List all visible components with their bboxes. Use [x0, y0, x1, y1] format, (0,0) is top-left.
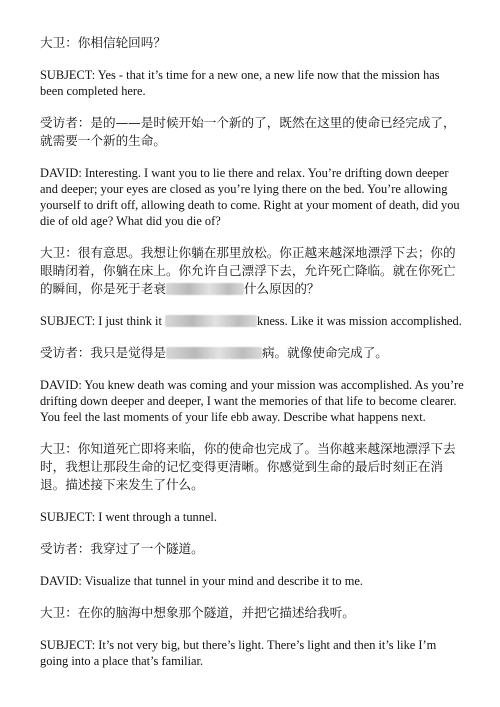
paragraph-david-en-4: DAVID: Visualize that tunnel in your mind and describe it to me. [40, 574, 363, 588]
redaction-blur [165, 315, 257, 327]
paragraph-subject-zh-1: 受访者：是的——是时候开始一个新的了，既然在这里的使命已经完成了，就需要一个新的生命。 [40, 115, 456, 148]
paragraph-david-en-2: DAVID: Interesting. I want you to lie there and relax. You’re drifting down deeper and deeper; your eyes are closed as you’re lying there on the bed. You’re allowing yourself to drift off, allowing death to come. Right at your moment of death, did you die of old age? What did you die of? [40, 166, 460, 228]
paragraph-david-zh-3: 大卫：你知道死亡即将来临，你的使命也完成了。当你越来越深地漂浮下去时，我想让那段生命的记忆变得更清晰。你感觉到生命的最后时刻正在消退。描述接下来发生了什么。 [40, 441, 456, 492]
paragraph-subject-en-2 [40, 313, 464, 329]
paragraph-subject-en-3: SUBJECT: I went through a tunnel. [40, 510, 217, 524]
paragraph-subject-en-4: SUBJECT: It’s not very big, but there’s light. There’s light and then it’s like I’m going into a place that’s familiar. [40, 638, 437, 668]
paragraph-david-en-3: DAVID: You knew death was coming and your mission was accomplished. As you’re drifting down deeper and deeper, I want the memories of that life to become clearer. You feel the last moments of your life ebb away. Describe what happens next. [40, 378, 464, 424]
paragraph-subject-en-1: SUBJECT: Yes - that it’s time for a new one, a new life now that the mission has been completed here. [40, 68, 440, 98]
paragraph-david-zh-1: 大卫：你相信轮回吗？ [40, 35, 166, 50]
paragraph-subject-zh-2 [40, 344, 464, 362]
text-segment: 受访者：我只是觉得是 [40, 345, 166, 360]
paragraph-subject-zh-3: 受访者：我穿过了一个隧道。 [40, 541, 204, 556]
text-segment: 什么原因的？ [243, 281, 320, 296]
text-segment: kness. Like it was mission accomplished. [257, 314, 462, 328]
paragraph-david-zh-4: 大卫：在你的脑海中想象那个隧道，并把它描述给我听。 [40, 605, 355, 620]
text-segment: SUBJECT: I just think it [40, 314, 162, 328]
text-segment: 大卫：很有意思。我想让你躺在那里放松。你正越来越深地漂浮下去；你的眼睛闭着，你躺在床上。你允许自己漂浮下去，允许死亡降临。就在你死亡的瞬间，你是死于老衰 [40, 245, 456, 296]
paragraph-david-zh-2 [40, 244, 464, 298]
text-segment: 病。就像使命完成了。 [261, 345, 388, 360]
redaction-blur [166, 283, 244, 295]
redaction-blur [166, 347, 262, 359]
